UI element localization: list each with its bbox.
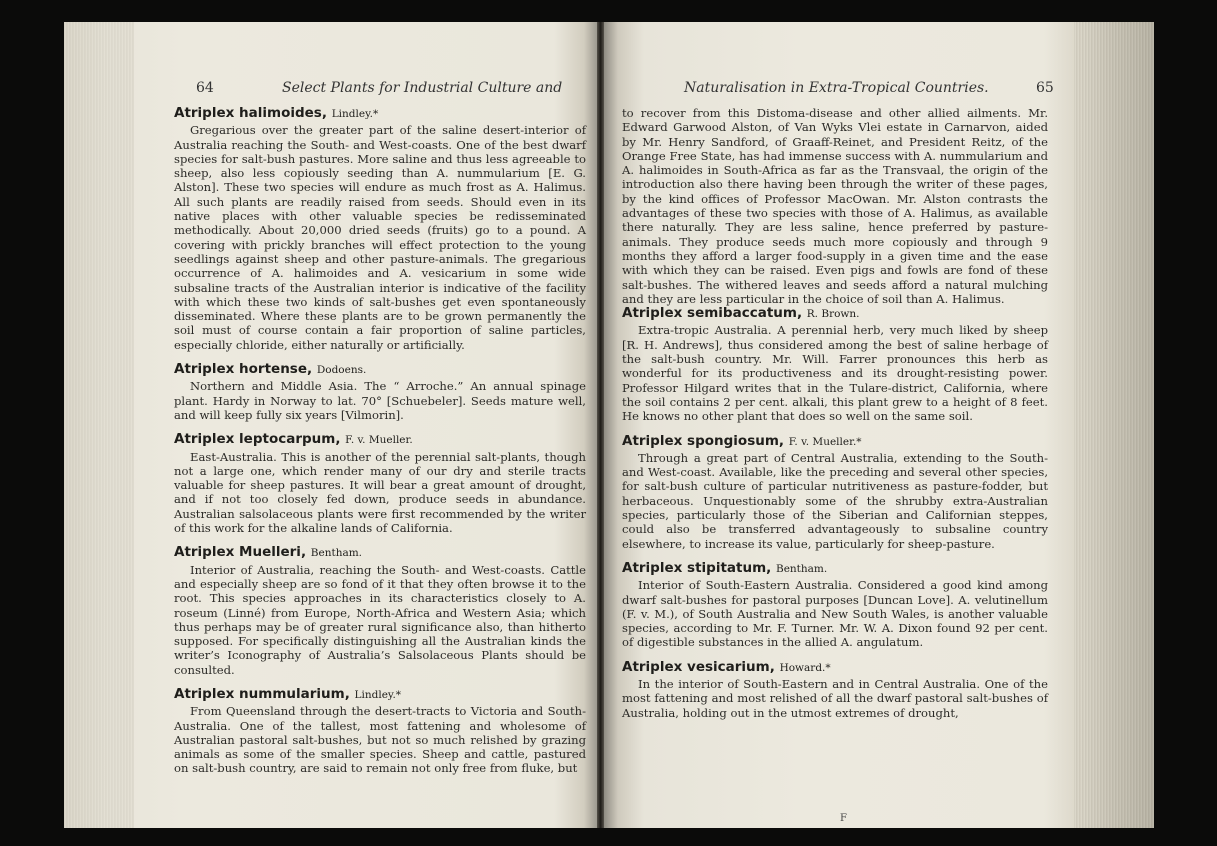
species-description: Interior of Australia, reaching the South- and West-coasts. Cattle and especially sheep are so fond of it that they often browse it to the root. This species approaches in its characteristics closely to A. roseum (Linné) from Europe, North-Africa and Western Asia; which thus perhaps may be of greater rural significance also, than hitherto supposed. For specifically distinguishing all the Australian kinds the writer’s Iconography of Australia’s Salsolaceous Plants should be consulted. [174, 562, 586, 677]
species-author: Lindley.* [354, 688, 402, 701]
species-author: Howard.* [779, 661, 831, 674]
species-author: Bentham. [775, 562, 828, 575]
species-name: Atriplex vesicarium, [622, 658, 775, 675]
right-page-text [622, 106, 1048, 730]
species-name: Atriplex hortense, [174, 361, 313, 378]
species-heading [622, 660, 1048, 675]
species-heading [622, 561, 1048, 576]
species-description: Gregarious over the greater part of the saline desert-interior of Australia reaching the South- and West-coasts. One of the best dwarf species for salt-bush pastures. More saline and thus less agreeable to sheep, also less copiously seeding than A. nummularium [E. G. Alston]. These two species will endure as much frost as A. Halimus. All such plants are readily raised from seeds. Should even in its native places with other valuable species be redisseminated methodically. About 20,000 dried seeds (fruits) go to a pound. A covering with prickly branches will effect protection to the young seedlings against sheep and other pasture-animals. The gregarious occurrence of A. halimoides and A. vesicarium in some wide subsaline tracts of the Australian interior is indicative of the facility with which these two kinds of salt-bushes get even spontaneously disseminated. Where these plants are to be grown permanently the soil must of course contain a fair proportion of saline particles, especially chloride, either naturally or artificially. [174, 123, 586, 352]
running-head-left: Select Plants for Industrial Culture and [282, 80, 563, 96]
species-author: Dodoens. [316, 364, 367, 377]
page-number-right: 65 [1036, 80, 1054, 96]
species-name: Atriplex Muelleri, [174, 544, 307, 561]
species-heading [622, 434, 1048, 449]
species-heading [174, 106, 586, 121]
left-page-text [174, 106, 586, 786]
species-heading [174, 545, 586, 560]
species-description: In the interior of South-Eastern and in Central Australia. One of the most fattening and most relished of all the dwarf pastoral salt-bushes of Australia, holding out in the utmost extremes of drought, [622, 676, 1048, 720]
species-description: Extra-tropic Australia. A perennial herb, very much liked by sheep [R. H. Andrews], thus considered among the best of saline herbage of the salt-bush country. Mr. Will. Farrer pronounces this herb as wonderful for its productiveness and its drought-resisting power. Professor Hilgard writes that in the Tulare-district, California, where the soil contains 2 per cent. alkali, this plant grew to a height of 8 feet. He knows no other plant that does so well on the same soil. [622, 323, 1048, 424]
species-author: Bentham. [310, 547, 363, 560]
running-head-right: Naturalisation in Extra-Tropical Countries. [684, 80, 989, 96]
species-entry [174, 545, 586, 677]
page-edges-right [1074, 22, 1154, 828]
species-heading [174, 687, 586, 702]
species-name: Atriplex halimoides, [174, 105, 327, 121]
species-author: Lindley.* [331, 108, 379, 120]
species-author: F. v. Mueller.* [788, 435, 862, 448]
species-entry [174, 362, 586, 422]
species-author: R. Brown. [806, 308, 860, 321]
right-entries [622, 306, 1048, 720]
book-gutter [597, 22, 604, 828]
species-name: Atriplex semibaccatum, [622, 305, 803, 322]
page-number-left: 64 [196, 80, 214, 96]
species-heading [174, 432, 586, 447]
species-entry [622, 434, 1048, 551]
species-description: From Queensland through the desert-tracts to Victoria and South-Australia. One of the tallest, most fattening and wholesome of Australian pastoral salt-bushes, but not so much relished by grazing animals as some of the smaller species. Sheep and cattle, pastured on salt-bush country, are said to remain not only free from fluke, but [174, 704, 586, 776]
species-description: Interior of South-Eastern Australia. Considered a good kind among dwarf salt-bushes for pastoral purposes [Duncan Love]. A. velutinellum (F. v. M.), of South Australia and New South Wales, is another valuable species, according to Mr. F. Turner. Mr. W. A. Dixon found 92 per cent. of digestible substances in the allied A. angulatum. [622, 578, 1048, 650]
species-name: Atriplex stipitatum, [622, 559, 772, 576]
open-book [64, 22, 1154, 828]
species-entry [622, 561, 1048, 650]
continuation-paragraph: to recover from this Distoma-disease and other allied ailments. Mr. Edward Garwood Alston, of Van Wyks Vlei estate in Carnarvon, aided by Mr. Henry Sandford, of Graaff-Reinet, and President Reitz, of the Orange Free State, has had immense success with A. nummularium and A. halimoides in South-Africa as far as the Transvaal, the origin of the introduction also there having been through the writer of these pages, by the kind offices of Professor MacOwan. Mr. Alston contrasts the advantages of these two species with those of A. Halimus, as available there naturally. They are less saline, hence preferred by pasture-animals. They produce seeds much more copiously and through 9 months they afford a larger food-supply in a given time and the ease with which they can be raised. Even pigs and fowls are fond of these salt-bushes. The withered leaves and seeds afford a natural mulching and they are less particular in the choice of soil than A. Halimus. [622, 106, 1048, 306]
species-name: Atriplex nummularium, [174, 685, 350, 702]
species-heading [174, 362, 586, 377]
right-page [604, 22, 1154, 828]
species-description: East-Australia. This is another of the perennial salt-plants, though not a large one, which render many of our dry and sterile tracts valuable for sheep pastures. It will bear a great amount of drought, and if not too closely fed down, produce seeds in abundance. Australian salsolaceous plants were first recommended by the writer of this work for the alkaline lands of California. [174, 449, 586, 536]
species-name: Atriplex leptocarpum, [174, 431, 341, 448]
species-description: Northern and Middle Asia. The “ Arroche.” An annual spinage plant. Hardy in Norway to lat. 70° [Schuebeler]. Seeds mature well, and will keep fully six years [Vilmorin]. [174, 379, 586, 422]
page-edges-left [64, 22, 134, 828]
species-heading [622, 306, 1048, 321]
species-entry [174, 106, 586, 352]
species-entry [174, 687, 586, 776]
left-page [64, 22, 597, 828]
species-description: Through a great part of Central Australia, extending to the South- and West-coast. Available, like the preceding and several other species, for salt-bush culture of particular nutritiveness as pasture-fodder, but herbaceous. Unquestionably some of the shrubby extra-Australian species, particularly those of the Siberian and Californian steppes, could also be transferred advantageously to subsaline country elsewhere, to increase its value, particularly for sheep-pasture. [622, 450, 1048, 551]
signature-mark: F [840, 813, 847, 824]
species-entry [174, 432, 586, 535]
species-author: F. v. Mueller. [345, 434, 413, 447]
species-name: Atriplex spongiosum, [622, 432, 785, 449]
species-entry [622, 660, 1048, 720]
species-entry [622, 306, 1048, 423]
